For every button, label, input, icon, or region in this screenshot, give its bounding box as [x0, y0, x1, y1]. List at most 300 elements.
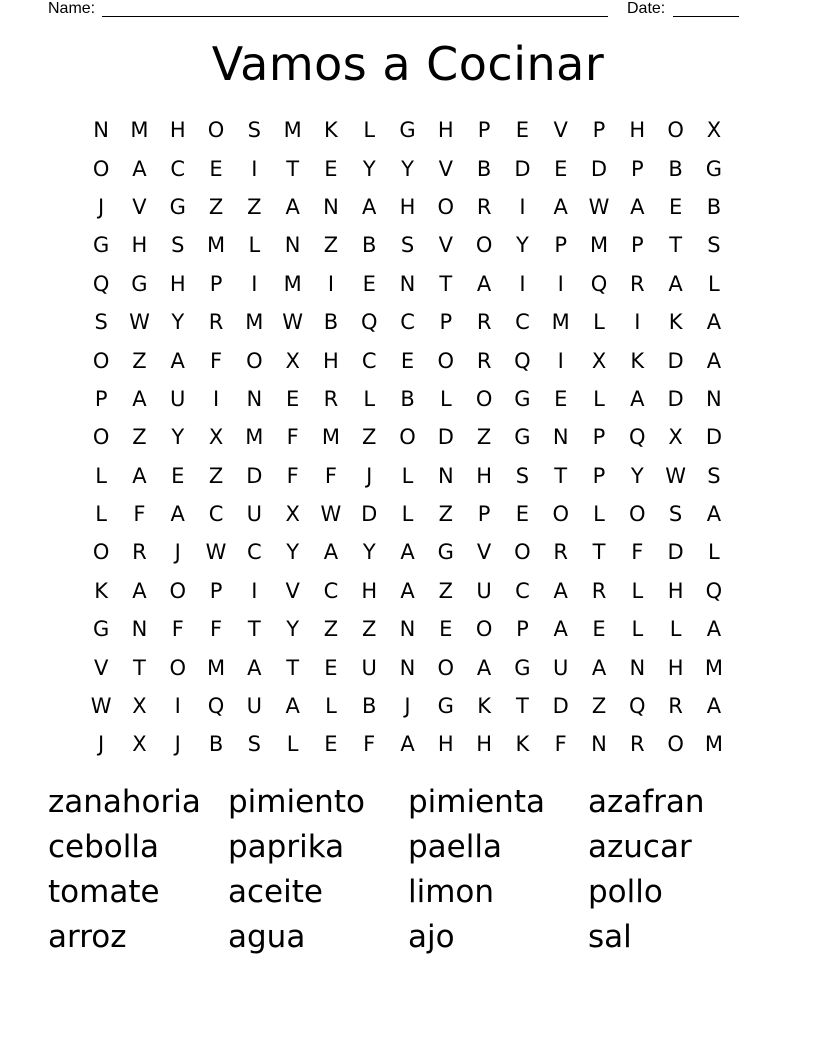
grid-letter: O — [475, 386, 493, 411]
grid-letter: N — [246, 386, 263, 411]
grid-letter: H — [476, 463, 493, 488]
word-bank-item: zanahoria — [48, 784, 201, 820]
grid-letter: N — [93, 118, 109, 143]
grid-letter: L — [401, 502, 414, 527]
grid-letter: L — [286, 732, 299, 757]
grid-letter: O — [399, 425, 416, 450]
grid-letter: O — [437, 348, 455, 373]
grid-letter: P — [209, 271, 223, 296]
grid-letter: Q — [629, 425, 646, 450]
grid-letter: A — [132, 463, 147, 488]
grid-letter: C — [515, 578, 530, 603]
grid-letter: S — [707, 233, 721, 258]
grid-letter: U — [476, 578, 492, 603]
grid-letter: I — [557, 271, 564, 296]
grid-letter: I — [519, 271, 526, 296]
grid-letter: W — [588, 194, 610, 219]
grid-letter: A — [668, 271, 683, 296]
grid-letter: Y — [401, 156, 414, 181]
grid-letter: N — [552, 425, 569, 450]
grid-letter: Q — [360, 310, 378, 335]
grid-letter: M — [551, 310, 570, 335]
grid-letter: U — [246, 694, 263, 719]
grid-letter: E — [554, 156, 568, 181]
grid-letter: T — [516, 694, 529, 719]
grid-letter: D — [246, 463, 263, 488]
grid-letter: J — [98, 194, 105, 219]
grid-letter: G — [169, 194, 186, 219]
grid-letter: O — [667, 118, 684, 143]
grid-letter: S — [400, 233, 415, 258]
grid-letter: G — [705, 156, 723, 181]
grid-letter: D — [552, 694, 569, 719]
grid-letter: D — [667, 348, 684, 373]
grid-letter: L — [631, 578, 644, 603]
grid-letter: E — [668, 194, 683, 219]
grid-letter: T — [133, 655, 146, 680]
grid-letter: L — [631, 617, 644, 642]
grid-letter: A — [400, 578, 415, 603]
grid-letter: E — [324, 655, 338, 680]
grid-letter: E — [400, 348, 415, 373]
grid-letter: E — [515, 502, 530, 527]
grid-letter: G — [93, 617, 110, 642]
grid-letter: X — [132, 694, 147, 719]
grid-letter: A — [132, 578, 147, 603]
grid-letter: G — [399, 118, 416, 143]
word-bank-item: ajo — [408, 919, 455, 955]
grid-letter: O — [169, 578, 186, 603]
grid-letter: G — [437, 694, 454, 719]
grid-letter: M — [245, 310, 264, 335]
grid-letter: L — [325, 694, 337, 719]
grid-letter: A — [400, 732, 415, 757]
grid-letter: S — [668, 502, 683, 527]
grid-letter: F — [554, 732, 567, 757]
grid-letter: Z — [591, 694, 607, 719]
grid-letter: Z — [323, 233, 339, 258]
grid-letter: L — [248, 233, 261, 258]
grid-letter: L — [363, 118, 376, 143]
grid-letter: G — [514, 425, 531, 450]
grid-letter: F — [209, 617, 223, 642]
grid-letter: H — [629, 118, 646, 143]
grid-letter: R — [630, 271, 645, 296]
grid-letter: T — [592, 540, 606, 565]
grid-letter: Y — [171, 310, 185, 335]
grid-letter: Z — [208, 463, 224, 488]
grid-letter: D — [590, 156, 608, 181]
grid-letter: H — [667, 655, 684, 680]
grid-letter: D — [514, 156, 531, 181]
grid-letter: D — [437, 425, 454, 450]
grid-letter: W — [665, 463, 686, 488]
grid-letter: O — [629, 502, 646, 527]
grid-letter: K — [94, 578, 109, 603]
grid-letter: V — [93, 655, 109, 680]
grid-letter: A — [400, 540, 415, 565]
grid-letter: Z — [476, 425, 492, 450]
grid-letter: H — [131, 233, 148, 258]
grid-letter: N — [706, 386, 722, 411]
grid-letter: Y — [516, 233, 529, 258]
grid-letter: Z — [132, 425, 147, 450]
word-bank-item: tomate — [48, 874, 160, 910]
grid-letter: P — [630, 156, 644, 181]
grid-letter: P — [592, 425, 606, 450]
grid-letter: R — [591, 578, 607, 603]
grid-letter: E — [209, 156, 223, 181]
word-bank — [48, 780, 768, 960]
grid-letter: Y — [171, 425, 185, 450]
grid-letter: B — [706, 194, 722, 219]
word-bank-item: paella — [408, 829, 502, 865]
grid-letter: Y — [362, 540, 376, 565]
grid-letter: I — [327, 271, 335, 296]
word-bank-item: limon — [408, 874, 495, 910]
grid-letter: A — [323, 540, 339, 565]
grid-letter: L — [708, 271, 720, 296]
grid-letter: C — [208, 502, 224, 527]
grid-letter: Z — [438, 502, 454, 527]
grid-letter: I — [557, 348, 564, 373]
word-bank-item: pimienta — [408, 784, 545, 820]
grid-letter: R — [476, 194, 492, 219]
word-bank-item: sal — [588, 919, 632, 955]
grid-letter: F — [324, 463, 337, 488]
date-field-line — [673, 0, 739, 17]
grid-letter: M — [130, 118, 149, 143]
grid-letter: B — [362, 694, 377, 719]
grid-letter: N — [399, 271, 416, 296]
grid-letter: M — [283, 271, 302, 296]
grid-letter: G — [93, 233, 110, 258]
grid-letter: X — [132, 732, 147, 757]
grid-letter: T — [247, 617, 261, 642]
grid-letter: J — [174, 732, 181, 757]
grid-letter: E — [439, 617, 453, 642]
grid-letter: V — [553, 118, 568, 143]
grid-letter: M — [283, 118, 302, 143]
grid-letter: N — [131, 617, 148, 642]
grid-letter: A — [132, 156, 147, 181]
grid-letter: H — [437, 118, 454, 143]
grid-letter: X — [285, 348, 300, 373]
grid-letter: M — [206, 655, 226, 680]
grid-letter: F — [171, 617, 184, 642]
grid-letter: P — [94, 386, 108, 411]
grid-letter: E — [554, 386, 568, 411]
grid-letter: A — [706, 617, 722, 642]
grid-letter: T — [439, 271, 453, 296]
grid-letter: O — [475, 617, 493, 642]
grid-letter: A — [285, 194, 300, 219]
grid-letter: A — [247, 655, 262, 680]
grid-letter: X — [208, 425, 224, 450]
grid-letter: Q — [629, 694, 646, 719]
name-field-line — [102, 0, 608, 17]
grid-letter: E — [362, 271, 376, 296]
grid-letter: Q — [207, 694, 225, 719]
grid-letter: A — [285, 694, 300, 719]
grid-letter: G — [131, 271, 148, 296]
grid-letter: J — [174, 540, 181, 565]
name-label: Name: — [48, 0, 96, 17]
grid-letter: L — [593, 310, 605, 335]
grid-letter: M — [321, 425, 340, 450]
grid-letter: N — [591, 732, 607, 757]
grid-letter: C — [323, 578, 339, 603]
grid-letter: A — [706, 310, 722, 335]
grid-letter: P — [209, 578, 223, 603]
grid-letter: Z — [247, 194, 262, 219]
grid-letter: Y — [286, 540, 300, 565]
word-bank-item: pimiento — [228, 784, 365, 820]
grid-letter: N — [629, 655, 646, 680]
grid-letter: W — [282, 310, 304, 335]
grid-letter: B — [323, 310, 339, 335]
grid-letter: O — [667, 732, 684, 757]
grid-letter: H — [169, 118, 186, 143]
grid-letter: L — [95, 463, 107, 488]
grid-letter: B — [400, 386, 415, 411]
grid-letter: W — [129, 310, 150, 335]
grid-letter: S — [171, 233, 185, 258]
grid-letter: T — [286, 655, 300, 680]
grid-letter: N — [284, 233, 301, 258]
grid-letter: N — [399, 617, 416, 642]
grid-letter: Z — [438, 578, 454, 603]
header — [0, 0, 816, 20]
grid-letter: L — [708, 540, 720, 565]
grid-letter: K — [515, 732, 530, 757]
grid-letter: N — [437, 463, 454, 488]
grid-letter: R — [476, 310, 492, 335]
word-bank-item: paprika — [228, 829, 345, 865]
grid-letter: A — [476, 655, 492, 680]
page-title: Vamos a Cocinar — [211, 37, 605, 91]
grid-letter: D — [705, 425, 722, 450]
grid-letter: P — [477, 502, 491, 527]
grid-letter: L — [593, 386, 605, 411]
grid-letter: O — [169, 655, 186, 680]
grid-letter: W — [205, 540, 227, 565]
grid-letter: M — [704, 732, 723, 757]
grid-letter: R — [132, 540, 147, 565]
grid-letter: O — [246, 348, 263, 373]
grid-letter: O — [437, 655, 455, 680]
grid-letter: F — [133, 502, 146, 527]
date-label: Date: — [627, 0, 666, 17]
word-bank-item: azucar — [588, 829, 692, 865]
grid-letter: S — [94, 310, 108, 335]
grid-letter: Q — [514, 348, 531, 373]
grid-letter: R — [668, 694, 683, 719]
grid-letter: S — [247, 118, 261, 143]
grid-letter: G — [514, 655, 531, 680]
grid-letter: G — [437, 540, 454, 565]
grid-letter: B — [668, 156, 683, 181]
grid-letter: P — [439, 310, 453, 335]
word-bank-item: cebolla — [48, 829, 159, 865]
grid-letter: S — [707, 463, 721, 488]
grid-letter: N — [323, 194, 339, 219]
grid-letter: Z — [323, 617, 339, 642]
grid-letter: V — [132, 194, 147, 219]
grid-letter: E — [592, 617, 606, 642]
grid-letter: R — [208, 310, 224, 335]
grid-letter: A — [476, 271, 492, 296]
grid-letter: O — [552, 502, 569, 527]
grid-letter: V — [438, 233, 453, 258]
grid-letter: A — [553, 194, 568, 219]
grid-letter: O — [92, 348, 110, 373]
grid-letter: O — [92, 156, 110, 181]
grid-letter: P — [554, 233, 568, 258]
grid-letter: K — [477, 694, 491, 719]
grid-letter: G — [514, 386, 531, 411]
word-bank-item: arroz — [48, 919, 127, 955]
grid-letter: W — [320, 502, 342, 527]
grid-letter: Z — [132, 348, 147, 373]
grid-letter: A — [170, 348, 185, 373]
grid-letter: I — [251, 156, 258, 181]
grid-letter: A — [706, 694, 722, 719]
grid-letter: M — [245, 425, 264, 450]
grid-letter: U — [361, 655, 377, 680]
grid-letter: A — [706, 502, 722, 527]
grid-letter: H — [323, 348, 339, 373]
grid-letter: B — [476, 156, 492, 181]
grid-letter: M — [206, 233, 226, 258]
grid-letter: F — [286, 463, 299, 488]
grid-letter: P — [477, 118, 491, 143]
grid-letter: H — [399, 194, 416, 219]
grid-letter: O — [92, 425, 110, 450]
grid-letter: N — [399, 655, 416, 680]
grid-letter: Y — [286, 617, 300, 642]
grid-letter: R — [630, 732, 645, 757]
grid-letter: J — [98, 732, 105, 757]
grid-letter: I — [251, 271, 258, 296]
grid-letter: E — [515, 118, 530, 143]
grid-letter: L — [95, 502, 107, 527]
grid-letter: V — [285, 578, 300, 603]
grid-letter: A — [553, 578, 568, 603]
grid-letter: K — [668, 310, 683, 335]
grid-letter: K — [630, 348, 645, 373]
grid-letter: W — [90, 694, 112, 719]
grid-letter: A — [170, 502, 185, 527]
grid-letter: A — [132, 386, 147, 411]
grid-letter: Q — [705, 578, 723, 603]
grid-letter: M — [704, 655, 723, 680]
grid-letter: L — [439, 386, 452, 411]
grid-letter: J — [404, 694, 411, 719]
grid-letter: R — [323, 386, 339, 411]
grid-letter: S — [515, 463, 530, 488]
grid-letter: F — [363, 732, 376, 757]
letter-grid — [82, 111, 733, 764]
grid-letter: O — [514, 540, 531, 565]
grid-letter: U — [246, 502, 263, 527]
grid-letter: I — [174, 694, 181, 719]
grid-letter: F — [286, 425, 299, 450]
grid-letter: H — [476, 732, 493, 757]
grid-letter: P — [592, 463, 606, 488]
grid-letter: S — [247, 732, 261, 757]
grid-letter: T — [554, 463, 568, 488]
grid-letter: K — [324, 118, 338, 143]
word-bank-item: aceite — [228, 874, 323, 910]
grid-letter: C — [515, 310, 530, 335]
grid-letter: I — [212, 386, 220, 411]
word-bank-item: azafran — [588, 784, 705, 820]
grid-letter: X — [285, 502, 300, 527]
grid-letter: Q — [590, 271, 608, 296]
grid-letter: U — [170, 386, 186, 411]
grid-letter: R — [553, 540, 568, 565]
word-bank-item: agua — [228, 919, 306, 955]
grid-letter: O — [207, 118, 225, 143]
grid-letter: Z — [362, 425, 377, 450]
grid-letter: E — [324, 732, 338, 757]
grid-letter: P — [630, 233, 644, 258]
grid-letter: H — [667, 578, 684, 603]
grid-letter: L — [669, 617, 682, 642]
grid-letter: Z — [362, 617, 377, 642]
grid-letter: L — [363, 386, 376, 411]
grid-letter: F — [209, 348, 223, 373]
grid-letter: C — [400, 310, 415, 335]
grid-letter: F — [631, 540, 644, 565]
grid-letter: X — [706, 118, 722, 143]
grid-letter: A — [362, 194, 377, 219]
grid-letter: Q — [92, 271, 110, 296]
grid-letter: Y — [362, 156, 376, 181]
grid-letter: C — [361, 348, 377, 373]
grid-letter: X — [591, 348, 607, 373]
grid-letter: A — [591, 655, 607, 680]
grid-letter: D — [361, 502, 378, 527]
grid-letter: E — [324, 156, 338, 181]
grid-letter: L — [401, 463, 414, 488]
grid-letter: I — [251, 578, 258, 603]
grid-letter: O — [437, 194, 455, 219]
grid-letter: E — [285, 386, 300, 411]
grid-letter: B — [208, 732, 224, 757]
grid-letter: J — [366, 463, 373, 488]
grid-letter: O — [92, 540, 110, 565]
grid-letter: H — [169, 271, 186, 296]
word-bank-item: pollo — [588, 874, 663, 910]
grid-letter: X — [668, 425, 683, 450]
grid-letter: A — [706, 348, 722, 373]
grid-letter: R — [476, 348, 492, 373]
grid-letter: C — [247, 540, 262, 565]
grid-letter: E — [171, 463, 185, 488]
grid-letter: A — [553, 617, 568, 642]
grid-letter: U — [553, 655, 569, 680]
grid-letter: B — [362, 233, 377, 258]
grid-letter: P — [516, 617, 529, 642]
grid-letter: H — [361, 578, 378, 603]
grid-letter: Z — [208, 194, 224, 219]
grid-letter: Y — [630, 463, 644, 488]
grid-letter: A — [630, 194, 645, 219]
grid-letter: V — [438, 156, 453, 181]
grid-letter: A — [630, 386, 645, 411]
